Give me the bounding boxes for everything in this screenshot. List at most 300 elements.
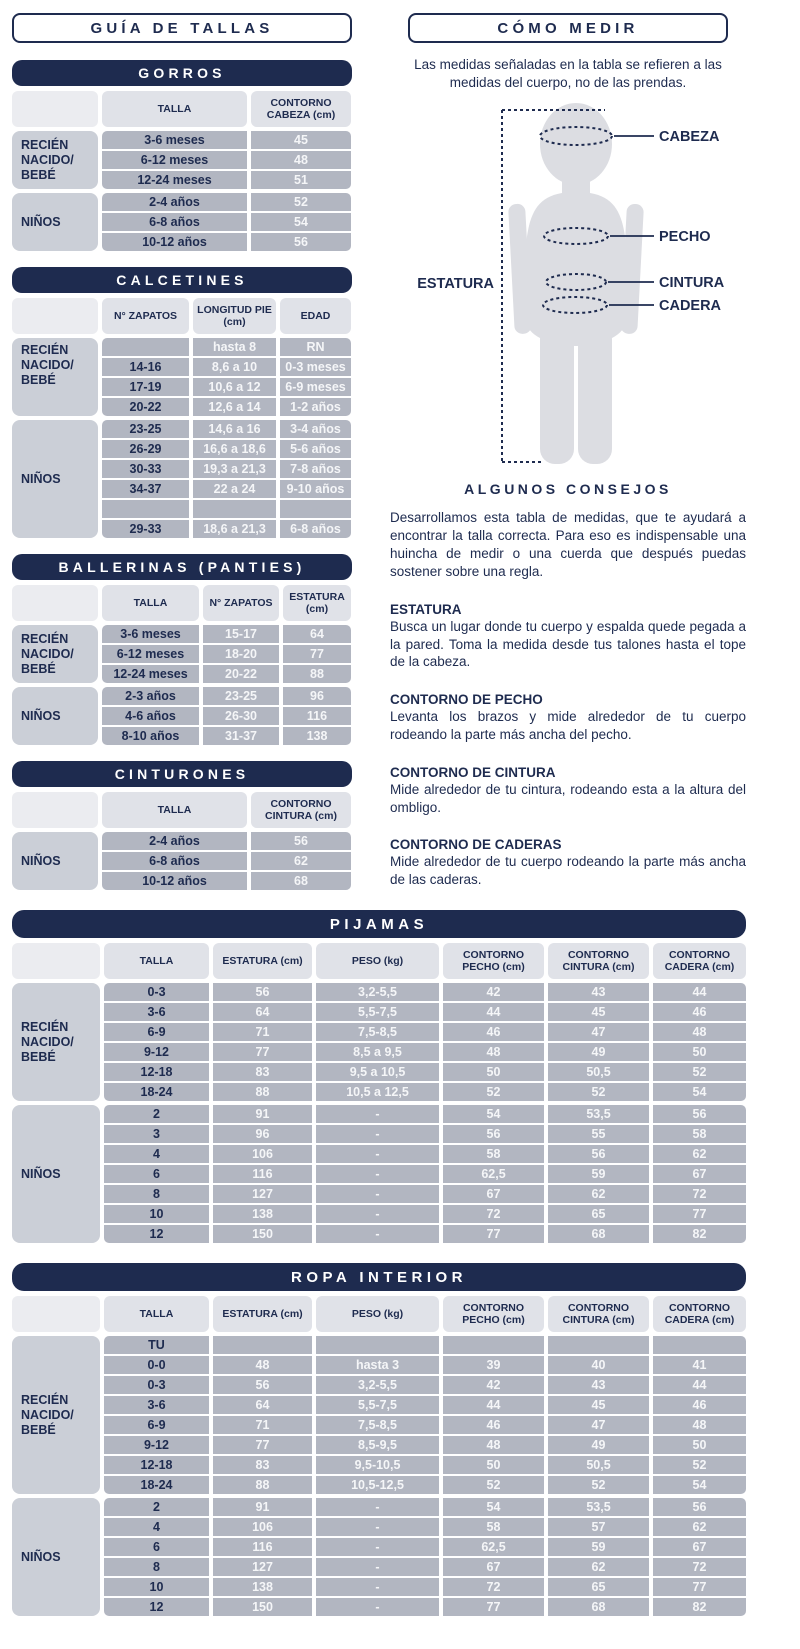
row-group (12, 131, 352, 189)
value-cell: 20-22 (203, 665, 279, 683)
value-cell: 77 (213, 1436, 312, 1454)
value-cell: 54 (443, 1498, 544, 1516)
size-cell: 34-37 (102, 480, 189, 498)
size-cell: 0-0 (104, 1356, 209, 1374)
value-cell: 9,5-10,5 (316, 1456, 439, 1474)
value-cell: - (316, 1498, 439, 1516)
value-cell: 12,6 a 14 (193, 398, 276, 416)
tips-heading: ALGUNOS CONSEJOS (464, 481, 672, 498)
cinturones-section-header: CINTURONES (12, 761, 352, 787)
value-cell: 50 (653, 1043, 746, 1061)
column-header: CONTORNO CINTURA (cm) (548, 943, 649, 979)
tip-contorno-caderas (390, 837, 746, 889)
size-cell: 6-8 años (102, 213, 247, 231)
row-group-cells (102, 420, 351, 538)
tip-body: Mide alrededor de tu cintura, rodeando esta a la altura del ombligo. (390, 781, 746, 815)
size-cell: 12-24 meses (102, 171, 247, 189)
body-measure-diagram (390, 98, 746, 470)
value-cell: 96 (283, 687, 351, 705)
value-cell: 10,6 a 12 (193, 378, 276, 396)
value-cell: 9-10 años (280, 480, 351, 498)
value-cell: hasta 8 (193, 338, 276, 356)
value-cell: 59 (548, 1165, 649, 1183)
row-group-label: NIÑOS (12, 687, 98, 745)
value-cell: 50 (443, 1456, 544, 1474)
size-cell: 10-12 años (102, 233, 247, 251)
value-cell: 19,3 a 21,3 (193, 460, 276, 478)
value-cell: 54 (653, 1083, 746, 1101)
value-cell: 62 (251, 852, 351, 870)
row-group-cells (104, 1336, 746, 1494)
value-cell: 88 (213, 1476, 312, 1494)
value-cell: 8,5 a 9,5 (316, 1043, 439, 1061)
value-cell: 26-30 (203, 707, 279, 725)
value-cell: 67 (443, 1558, 544, 1576)
size-cell: 6-9 (104, 1023, 209, 1041)
size-cell: 6-9 (104, 1416, 209, 1434)
cinturones-table (12, 761, 352, 890)
value-cell: 54 (443, 1105, 544, 1123)
value-cell: 127 (213, 1185, 312, 1203)
ropa_interior-column-headers (12, 1296, 746, 1332)
size-cell: 2 (104, 1105, 209, 1123)
tip-contorno-pecho (390, 692, 746, 744)
column-header: CONTORNO CADERA (cm) (653, 943, 746, 979)
value-cell: 50,5 (548, 1063, 649, 1081)
value-cell: 88 (213, 1083, 312, 1101)
value-cell: 138 (283, 727, 351, 745)
column-header: ESTATURA (cm) (213, 943, 312, 979)
value-cell: 6-8 años (280, 520, 351, 538)
value-cell: - (316, 1185, 439, 1203)
value-cell: 138 (213, 1578, 312, 1596)
how-to-measure-column (390, 13, 746, 890)
value-cell: 44 (653, 983, 746, 1001)
value-cell: RN (280, 338, 351, 356)
size-cell: 20-22 (102, 398, 189, 416)
value-cell: 7,5-8,5 (316, 1416, 439, 1434)
value-cell: 46 (443, 1023, 544, 1041)
column-header: LONGITUD PIE (cm) (193, 298, 276, 334)
value-cell: 48 (443, 1436, 544, 1454)
corner-cell (12, 585, 98, 621)
column-header: PESO (kg) (316, 1296, 439, 1332)
column-header: N° ZAPATOS (203, 585, 279, 621)
column-header: ESTATURA (cm) (213, 1296, 312, 1332)
value-cell: 45 (548, 1396, 649, 1414)
size-cell: 6-12 meses (102, 151, 247, 169)
ballerinas-section-header: BALLERINAS (PANTIES) (12, 554, 352, 580)
value-cell: 52 (443, 1083, 544, 1101)
column-header: EDAD (280, 298, 351, 334)
estatura-label: ESTATURA (417, 276, 494, 293)
cinturones-column-headers (12, 792, 352, 828)
value-cell: 72 (653, 1185, 746, 1203)
value-cell: 56 (251, 832, 351, 850)
size-tables-column (12, 13, 352, 890)
calcetines-table (12, 267, 352, 538)
value-cell: - (316, 1205, 439, 1223)
value-cell: 54 (251, 213, 351, 231)
size-cell (102, 500, 189, 518)
value-cell: 45 (548, 1003, 649, 1021)
row-group-label: RECIÉN NACIDO/ BEBÉ (12, 1336, 100, 1494)
row-group-label: RECIÉN NACIDO/ BEBÉ (12, 338, 98, 416)
value-cell: 64 (213, 1396, 312, 1414)
value-cell: - (316, 1558, 439, 1576)
size-cell: 0-3 (104, 983, 209, 1001)
row-group-label: RECIÉN NACIDO/ BEBÉ (12, 131, 98, 189)
pecho-label: PECHO (659, 229, 711, 246)
row-group-cells (104, 1498, 746, 1616)
value-cell: 3-4 años (280, 420, 351, 438)
row-group-cells (102, 832, 351, 890)
value-cell: 45 (251, 131, 351, 149)
value-cell: 62,5 (443, 1538, 544, 1556)
value-cell: - (316, 1578, 439, 1596)
value-cell: - (316, 1165, 439, 1183)
size-cell: 29-33 (102, 520, 189, 538)
size-cell: 3 (104, 1125, 209, 1143)
value-cell: 77 (443, 1598, 544, 1616)
row-group-label: NIÑOS (12, 193, 98, 251)
value-cell: 54 (653, 1476, 746, 1494)
value-cell (548, 1336, 649, 1354)
value-cell: 49 (548, 1043, 649, 1061)
row-group (12, 193, 352, 251)
column-header: PESO (kg) (316, 943, 439, 979)
row-group (12, 1498, 746, 1616)
value-cell: 56 (653, 1498, 746, 1516)
row-group (12, 1336, 746, 1494)
row-group (12, 625, 352, 683)
value-cell: 106 (213, 1145, 312, 1163)
row-group-cells (102, 193, 351, 251)
value-cell: 116 (283, 707, 351, 725)
row-group (12, 687, 352, 745)
value-cell: 22 a 24 (193, 480, 276, 498)
value-cell: 55 (548, 1125, 649, 1143)
value-cell: 67 (653, 1165, 746, 1183)
value-cell: 116 (213, 1538, 312, 1556)
cabeza-label: CABEZA (659, 129, 720, 146)
value-cell: 68 (251, 872, 351, 890)
size-cell: 0-3 (104, 1376, 209, 1394)
value-cell: 53,5 (548, 1105, 649, 1123)
size-cell: 4 (104, 1518, 209, 1536)
value-cell: 46 (653, 1003, 746, 1021)
value-cell (653, 1336, 746, 1354)
row-group-cells (102, 131, 351, 189)
value-cell: - (316, 1225, 439, 1243)
value-cell (443, 1336, 544, 1354)
value-cell: 15-17 (203, 625, 279, 643)
column-header: N° ZAPATOS (102, 298, 189, 334)
value-cell: 57 (548, 1518, 649, 1536)
value-cell: 83 (213, 1456, 312, 1474)
size-cell: 18-24 (104, 1083, 209, 1101)
value-cell: 77 (653, 1205, 746, 1223)
value-cell: 7,5-8,5 (316, 1023, 439, 1041)
value-cell: 56 (548, 1145, 649, 1163)
value-cell: 116 (213, 1165, 312, 1183)
value-cell: 59 (548, 1538, 649, 1556)
ballerinas-column-headers (12, 585, 352, 621)
row-group (12, 983, 746, 1101)
ropa_interior-section-header: ROPA INTERIOR (12, 1263, 746, 1291)
value-cell: 14,6 a 16 (193, 420, 276, 438)
value-cell: 51 (251, 171, 351, 189)
value-cell: 52 (548, 1476, 649, 1494)
size-cell: 10 (104, 1205, 209, 1223)
cintura-label: CINTURA (659, 275, 725, 292)
tip-title: CONTORNO DE CINTURA (390, 764, 556, 780)
value-cell: 77 (443, 1225, 544, 1243)
value-cell: 64 (213, 1003, 312, 1021)
value-cell: 44 (443, 1396, 544, 1414)
value-cell: 62,5 (443, 1165, 544, 1183)
tip-estatura (390, 602, 746, 671)
value-cell: 68 (548, 1598, 649, 1616)
row-group-label: RECIÉN NACIDO/ BEBÉ (12, 625, 98, 683)
value-cell: 127 (213, 1558, 312, 1576)
value-cell: 43 (548, 1376, 649, 1394)
size-cell: 8 (104, 1185, 209, 1203)
column-header: CONTORNO CABEZA (cm) (251, 91, 351, 127)
value-cell: 77 (283, 645, 351, 663)
size-cell: 10-12 años (102, 872, 247, 890)
value-cell: 52 (548, 1083, 649, 1101)
value-cell: 91 (213, 1498, 312, 1516)
value-cell: 3,2-5,5 (316, 1376, 439, 1394)
size-cell: 3-6 meses (102, 131, 247, 149)
size-cell: 9-12 (104, 1436, 209, 1454)
size-cell: 2-4 años (102, 193, 247, 211)
value-cell: 52 (443, 1476, 544, 1494)
size-cell: 6-8 años (102, 852, 247, 870)
size-cell: 3-6 (104, 1396, 209, 1414)
value-cell: 62 (548, 1185, 649, 1203)
cadera-label: CADERA (659, 298, 722, 315)
column-header: CONTORNO PECHO (cm) (443, 943, 544, 979)
value-cell: 72 (443, 1578, 544, 1596)
tip-title: ESTATURA (390, 601, 462, 617)
size-cell: 6-12 meses (102, 645, 199, 663)
column-header: CONTORNO PECHO (cm) (443, 1296, 544, 1332)
calcetines-column-headers (12, 298, 352, 334)
value-cell: 68 (548, 1225, 649, 1243)
size-cell: 17-19 (102, 378, 189, 396)
size-cell: 8-10 años (102, 727, 199, 745)
tip-body: Levanta los brazos y mide alrededor de tu cuerpo rodeando la parte más ancha del pecho. (390, 709, 746, 742)
tip-title: CONTORNO DE PECHO (390, 692, 543, 708)
value-cell: 56 (443, 1125, 544, 1143)
row-group-label: NIÑOS (12, 1105, 100, 1243)
size-cell: 9-12 (104, 1043, 209, 1061)
child-silhouette-figure (508, 103, 644, 464)
value-cell: 48 (443, 1043, 544, 1061)
column-header: TALLA (102, 91, 247, 127)
value-cell: 88 (283, 665, 351, 683)
value-cell: 39 (443, 1356, 544, 1374)
column-header: TALLA (104, 943, 209, 979)
size-cell: 18-24 (104, 1476, 209, 1494)
value-cell: 52 (251, 193, 351, 211)
value-cell: 5-6 años (280, 440, 351, 458)
value-cell: 48 (213, 1356, 312, 1374)
value-cell: 52 (653, 1063, 746, 1081)
value-cell: 47 (548, 1416, 649, 1434)
calcetines-section-header: CALCETINES (12, 267, 352, 293)
value-cell: 40 (548, 1356, 649, 1374)
gorros-table (12, 60, 352, 251)
value-cell: 8,5-9,5 (316, 1436, 439, 1454)
pijamas-table (12, 910, 746, 1243)
row-group (12, 420, 352, 538)
size-cell: 10 (104, 1578, 209, 1596)
value-cell: 23-25 (203, 687, 279, 705)
value-cell: - (316, 1518, 439, 1536)
value-cell: 58 (653, 1125, 746, 1143)
value-cell: 16,6 a 18,6 (193, 440, 276, 458)
size-cell: 6 (104, 1165, 209, 1183)
value-cell: 77 (653, 1578, 746, 1596)
value-cell: 18-20 (203, 645, 279, 663)
size-cell: 3-6 (104, 1003, 209, 1021)
value-cell: 46 (653, 1396, 746, 1414)
size-cell: 12 (104, 1225, 209, 1243)
value-cell: 47 (548, 1023, 649, 1041)
tip-title: CONTORNO DE CADERAS (390, 837, 562, 853)
row-group-label: NIÑOS (12, 420, 98, 538)
row-group-cells (102, 687, 351, 745)
size-cell (102, 338, 189, 356)
size-cell: 4-6 años (102, 707, 199, 725)
value-cell: 6-9 meses (280, 378, 351, 396)
value-cell: 50,5 (548, 1456, 649, 1474)
column-header: CONTORNO CADERA (cm) (653, 1296, 746, 1332)
value-cell: 10,5 a 12,5 (316, 1083, 439, 1101)
value-cell (280, 500, 351, 518)
value-cell: 58 (443, 1518, 544, 1536)
value-cell: 48 (251, 151, 351, 169)
page-title-left: GUÍA DE TALLAS (12, 13, 352, 43)
size-cell: 23-25 (102, 420, 189, 438)
size-cell: 3-6 meses (102, 625, 199, 643)
column-header: ESTATURA (cm) (283, 585, 351, 621)
column-header: CONTORNO CINTURA (cm) (251, 792, 351, 828)
value-cell: 56 (213, 983, 312, 1001)
size-cell: 8 (104, 1558, 209, 1576)
gorros-column-headers (12, 91, 352, 127)
value-cell: 10,5-12,5 (316, 1476, 439, 1494)
value-cell (193, 500, 276, 518)
value-cell: 72 (653, 1558, 746, 1576)
value-cell: 138 (213, 1205, 312, 1223)
value-cell: 56 (653, 1105, 746, 1123)
value-cell: 42 (443, 983, 544, 1001)
value-cell: 0-3 meses (280, 358, 351, 376)
measure-intro-text: Las medidas señaladas en la tabla se refieren a las medidas del cuerpo, no de las prendas. (414, 57, 722, 91)
value-cell: 48 (653, 1023, 746, 1041)
tip-contorno-cintura (390, 765, 746, 817)
row-group (12, 1105, 746, 1243)
corner-cell (12, 792, 98, 828)
value-cell: 82 (653, 1598, 746, 1616)
size-cell: 12-24 meses (102, 665, 199, 683)
value-cell: 72 (443, 1205, 544, 1223)
value-cell: 53,5 (548, 1498, 649, 1516)
row-group (12, 338, 352, 416)
corner-cell (12, 91, 98, 127)
value-cell: hasta 3 (316, 1356, 439, 1374)
value-cell: 65 (548, 1205, 649, 1223)
value-cell: 56 (213, 1376, 312, 1394)
row-group-cells (104, 983, 746, 1101)
value-cell: 5,5-7,5 (316, 1396, 439, 1414)
value-cell: 3,2-5,5 (316, 983, 439, 1001)
value-cell: 49 (548, 1436, 649, 1454)
size-cell: 2-4 años (102, 832, 247, 850)
column-header: TALLA (102, 585, 199, 621)
value-cell: 43 (548, 983, 649, 1001)
value-cell: 150 (213, 1225, 312, 1243)
value-cell: 67 (443, 1185, 544, 1203)
value-cell: - (316, 1538, 439, 1556)
value-cell: 41 (653, 1356, 746, 1374)
size-cell: 26-29 (102, 440, 189, 458)
size-cell: 6 (104, 1538, 209, 1556)
value-cell: 62 (653, 1518, 746, 1536)
ropa-interior-table (12, 1263, 746, 1616)
value-cell: 5,5-7,5 (316, 1003, 439, 1021)
row-group (12, 832, 352, 890)
value-cell: 8,6 a 10 (193, 358, 276, 376)
size-cell: 2 (104, 1498, 209, 1516)
row-group-cells (102, 338, 351, 416)
value-cell: 42 (443, 1376, 544, 1394)
value-cell: - (316, 1598, 439, 1616)
value-cell: 50 (653, 1436, 746, 1454)
value-cell: 50 (443, 1063, 544, 1081)
value-cell: 71 (213, 1416, 312, 1434)
size-cell: TU (104, 1336, 209, 1354)
value-cell: 83 (213, 1063, 312, 1081)
value-cell: - (316, 1145, 439, 1163)
value-cell: 67 (653, 1538, 746, 1556)
value-cell: 56 (251, 233, 351, 251)
value-cell: 44 (653, 1376, 746, 1394)
corner-cell (12, 298, 98, 334)
row-group-cells (102, 625, 351, 683)
top-section (12, 13, 788, 890)
size-cell: 4 (104, 1145, 209, 1163)
value-cell (316, 1336, 439, 1354)
corner-cell (12, 1296, 100, 1332)
value-cell (213, 1336, 312, 1354)
value-cell: 9,5 a 10,5 (316, 1063, 439, 1081)
tip-body: Busca un lugar donde tu cuerpo y espalda quede pegada a la pared. Toma la medida desde tus talones hasta el tope de la cabeza. (390, 618, 746, 670)
row-group-label: RECIÉN NACIDO/ BEBÉ (12, 983, 100, 1101)
pijamas-section-header: PIJAMAS (12, 910, 746, 938)
column-header: CONTORNO CINTURA (cm) (548, 1296, 649, 1332)
value-cell: 52 (653, 1456, 746, 1474)
value-cell: 18,6 a 21,3 (193, 520, 276, 538)
value-cell: 106 (213, 1518, 312, 1536)
size-cell: 12-18 (104, 1456, 209, 1474)
value-cell: 62 (653, 1145, 746, 1163)
tip-body: Mide alrededor de tu cuerpo rodeando la parte más ancha de las caderas. (390, 854, 746, 888)
